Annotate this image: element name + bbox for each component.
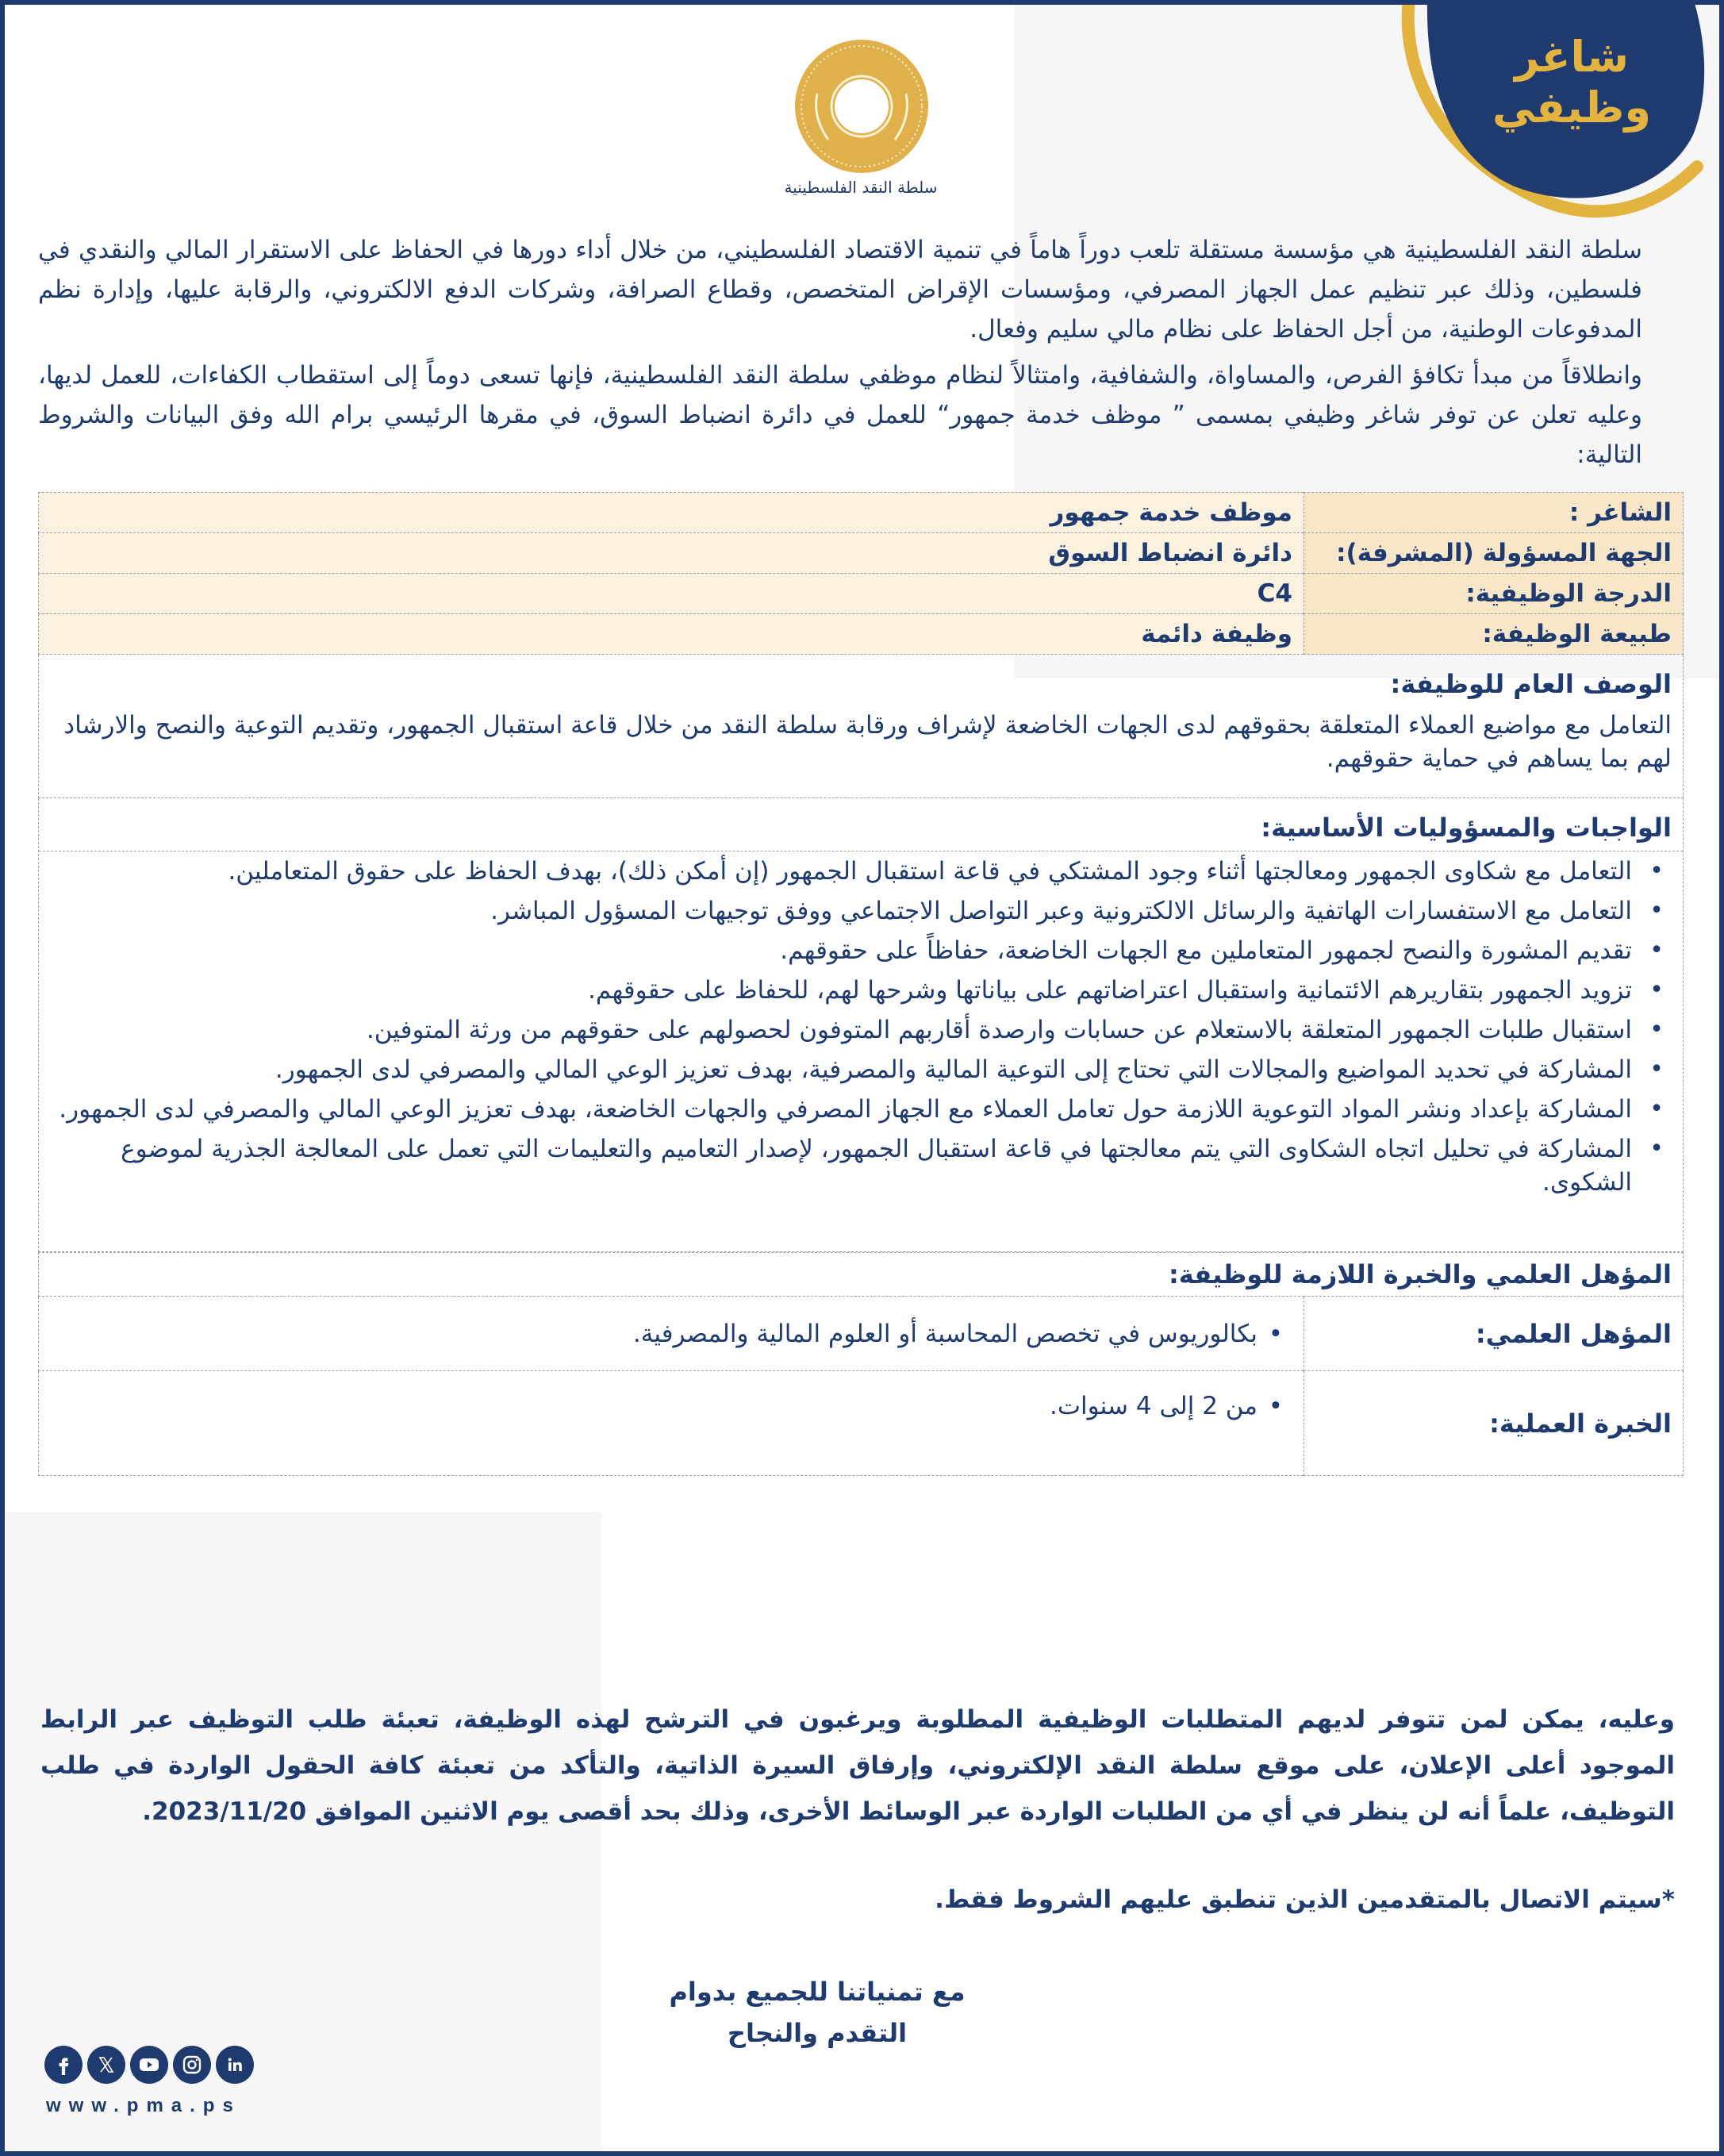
wishes-line1: مع تمنياتنا للجميع بدوام — [669, 1977, 966, 2007]
section-heading: الوصف العام للوظيفة: — [1390, 669, 1672, 699]
facebook-icon[interactable] — [44, 2046, 83, 2084]
social-links — [44, 2046, 254, 2084]
intro-paragraph-1: سلطة النقد الفلسطينية هي مؤسسة مستقلة تلعب دوراً هاماً في تنمية الاقتصاد الفلسطيني، من خلال أداء دورها في الحفاظ على الاستقرار المالي والنقدي في فلسطين، وذلك عبر تنظيم عمل الجهاز المصرفي، ومؤسسات الإقراض المتخصص، وقطاع الصرافة، وشركات الدفع الالكتروني، والرقابة عليها، وإدارة نظم المدفوعات الوطنية، من أجل الحفاظ على نظام مالي سليم وفعال. — [38, 236, 1642, 344]
info-label: الجهة المسؤولة (المشرفة): — [1304, 533, 1684, 574]
list-item: • تزويد الجمهور بتقاريرهم الائتمانية واستقبال اعتراضاتهم على بياناتها وشرحها لهم، للحفاظ على حقوقهم. — [50, 974, 1672, 1007]
section-heading: المؤهل العلمي والخبرة اللازمة للوظيفة: — [39, 1253, 1684, 1297]
table-row — [39, 533, 1684, 574]
intro — [38, 230, 1684, 475]
instagram-icon[interactable] — [173, 2046, 211, 2084]
contact-note: *سيتم الاتصال بالمتقدمين الذين تنطبق عليهم الشروط فقط. — [935, 1885, 1675, 1914]
section-heading: الواجبات والمسؤوليات الأساسية: — [1261, 813, 1672, 843]
intro-paragraph-2: وانطلاقاً من مبدأ تكافؤ الفرص، والمساواة، والشفافية، وامتثالاً لنظام موظفي سلطة النقد الفلسطينية، فإنها تسعى دوماً إلى استقطاب الكفاءات، للعمل لديها، وعليه تعلن عن توفر شاغر وظيفي بمسمى ” موظف خدمة جمهور“ للعمل في دائرة انضباط السوق، في مقرها الرئيسي برام الله وفق البيانات والشروط التالية: — [38, 361, 1642, 469]
table-row — [39, 1371, 1684, 1476]
logo-caption: سلطة النقد الفلسطينية — [784, 178, 938, 197]
list-item: • استقبال طلبات الجمهور المتعلقة بالاستعلام عن حسابات وارصدة أقاربهم المتوفون لحصولهم على حقوقهم من ورثة المتوفين. — [50, 1013, 1672, 1047]
list-item: • التعامل مع شكاوى الجمهور ومعالجتها أثناء وجود المشتكي في قاعة استقبال الجمهور (إن أمكن ذلك)، بهدف الحفاظ على حقوق المتعاملين. — [50, 855, 1672, 888]
info-label: طبيعة الوظيفة: — [1304, 614, 1684, 655]
job-description-section — [38, 655, 1684, 798]
job-description-text: التعامل مع مواضيع العملاء المتعلقة بحقوقهم لدى الجهات الخاضعة لإشراف ورقابة سلطة النقد من خلال قاعة استقبال الجمهور، وتقديم التوعية والنصح والارشاد لهم بما يساهم في حماية حقوقهم. — [63, 711, 1672, 773]
youtube-icon[interactable] — [130, 2046, 168, 2084]
badge-title-line1: شاغر — [1515, 32, 1629, 82]
table-row — [39, 1297, 1684, 1371]
info-value: C4 — [39, 574, 1304, 614]
main-content — [38, 230, 1684, 1476]
vacancy-badge-title — [1484, 32, 1659, 133]
linkedin-icon[interactable] — [216, 2046, 254, 2084]
qualifications-table — [38, 1252, 1684, 1476]
pma-logo-icon — [793, 38, 930, 175]
job-info-table — [38, 492, 1684, 655]
table-row — [39, 493, 1684, 533]
duties-heading-wrap — [39, 809, 1683, 851]
info-label: الشاغر : — [1304, 493, 1684, 533]
list-item: • التعامل مع الاستفسارات الهاتفية والرسائل الالكترونية وعبر التواصل الاجتماعي ووفق توجيهات المسؤول المباشر. — [50, 894, 1672, 928]
badge-title-line2: وظيفي — [1492, 83, 1651, 133]
list-item: • المشاركة في تحليل اتجاه الشكاوى التي يتم معالجتها في قاعة استقبال الجمهور، لإصدار التعاميم والتعليمات التي تعمل على المعالجة الجذرية لموضوع الشكوى. — [50, 1132, 1672, 1199]
duties-section — [38, 798, 1684, 1252]
list-item: • المشاركة في تحديد المواضيع والمجالات التي تحتاج إلى التوعية المالية والمصرفية، بهدف تعزيز الوعي المالي والمصرفي لدى الجمهور. — [50, 1053, 1672, 1086]
list-item: • تقديم المشورة والنصح لجمهور المتعاملين مع الجهات الخاضعة، حفاظاً على حقوقهم. — [50, 934, 1672, 967]
info-value: وظيفة دائمة — [39, 614, 1304, 655]
qualification-value: • من 2 إلى 4 سنوات. — [39, 1371, 1304, 1476]
closing-paragraph: وعليه، يمكن لمن تتوفر لديهم المتطلبات الوظيفية المطلوبة ويرغبون في الترشح لهذه الوظيفة، تعبئة طلب التوظيف عبر الرابط الموجود أعلى الإعلان، على موقع سلطة النقد الإلكتروني، وإرفاق السيرة الذاتية، والتأكد من تعبئة كافة الحقول الواردة في طلب التوظيف، علماً أنه لن ينظر في أي من الطلبات الواردة عبر الوسائط الأخرى، وذلك بحد أقصى يوم الاثنين الموافق 2023/11/20. — [40, 1705, 1675, 1826]
table-row — [39, 574, 1684, 614]
wishes-line2: التقدم والنجاح — [727, 2018, 908, 2048]
qualification-value: • بكالوريوس في تخصص المحاسبة أو العلوم المالية والمصرفية. — [39, 1297, 1304, 1371]
info-value: موظف خدمة جمهور — [39, 493, 1304, 533]
list-item: • المشاركة بإعداد ونشر المواد التوعوية اللازمة حول تعامل العملاء مع الجهاز المصرفي والجهات الخاضعة، بهدف تعزيز الوعي المالي والمصرفي لدى الجمهور. — [50, 1093, 1672, 1126]
info-value: دائرة انضباط السوق — [39, 533, 1304, 574]
website-link[interactable]: www.pma.ps — [46, 2095, 241, 2116]
x-icon[interactable] — [87, 2046, 125, 2084]
qualification-label: المؤهل العلمي: — [1304, 1297, 1684, 1371]
table-row — [39, 1253, 1684, 1297]
duties-list — [50, 855, 1672, 1199]
info-label: الدرجة الوظيفية: — [1304, 574, 1684, 614]
qualification-label: الخبرة العملية: — [1304, 1371, 1684, 1476]
closing-wishes — [651, 1971, 984, 2054]
table-row — [39, 614, 1684, 655]
